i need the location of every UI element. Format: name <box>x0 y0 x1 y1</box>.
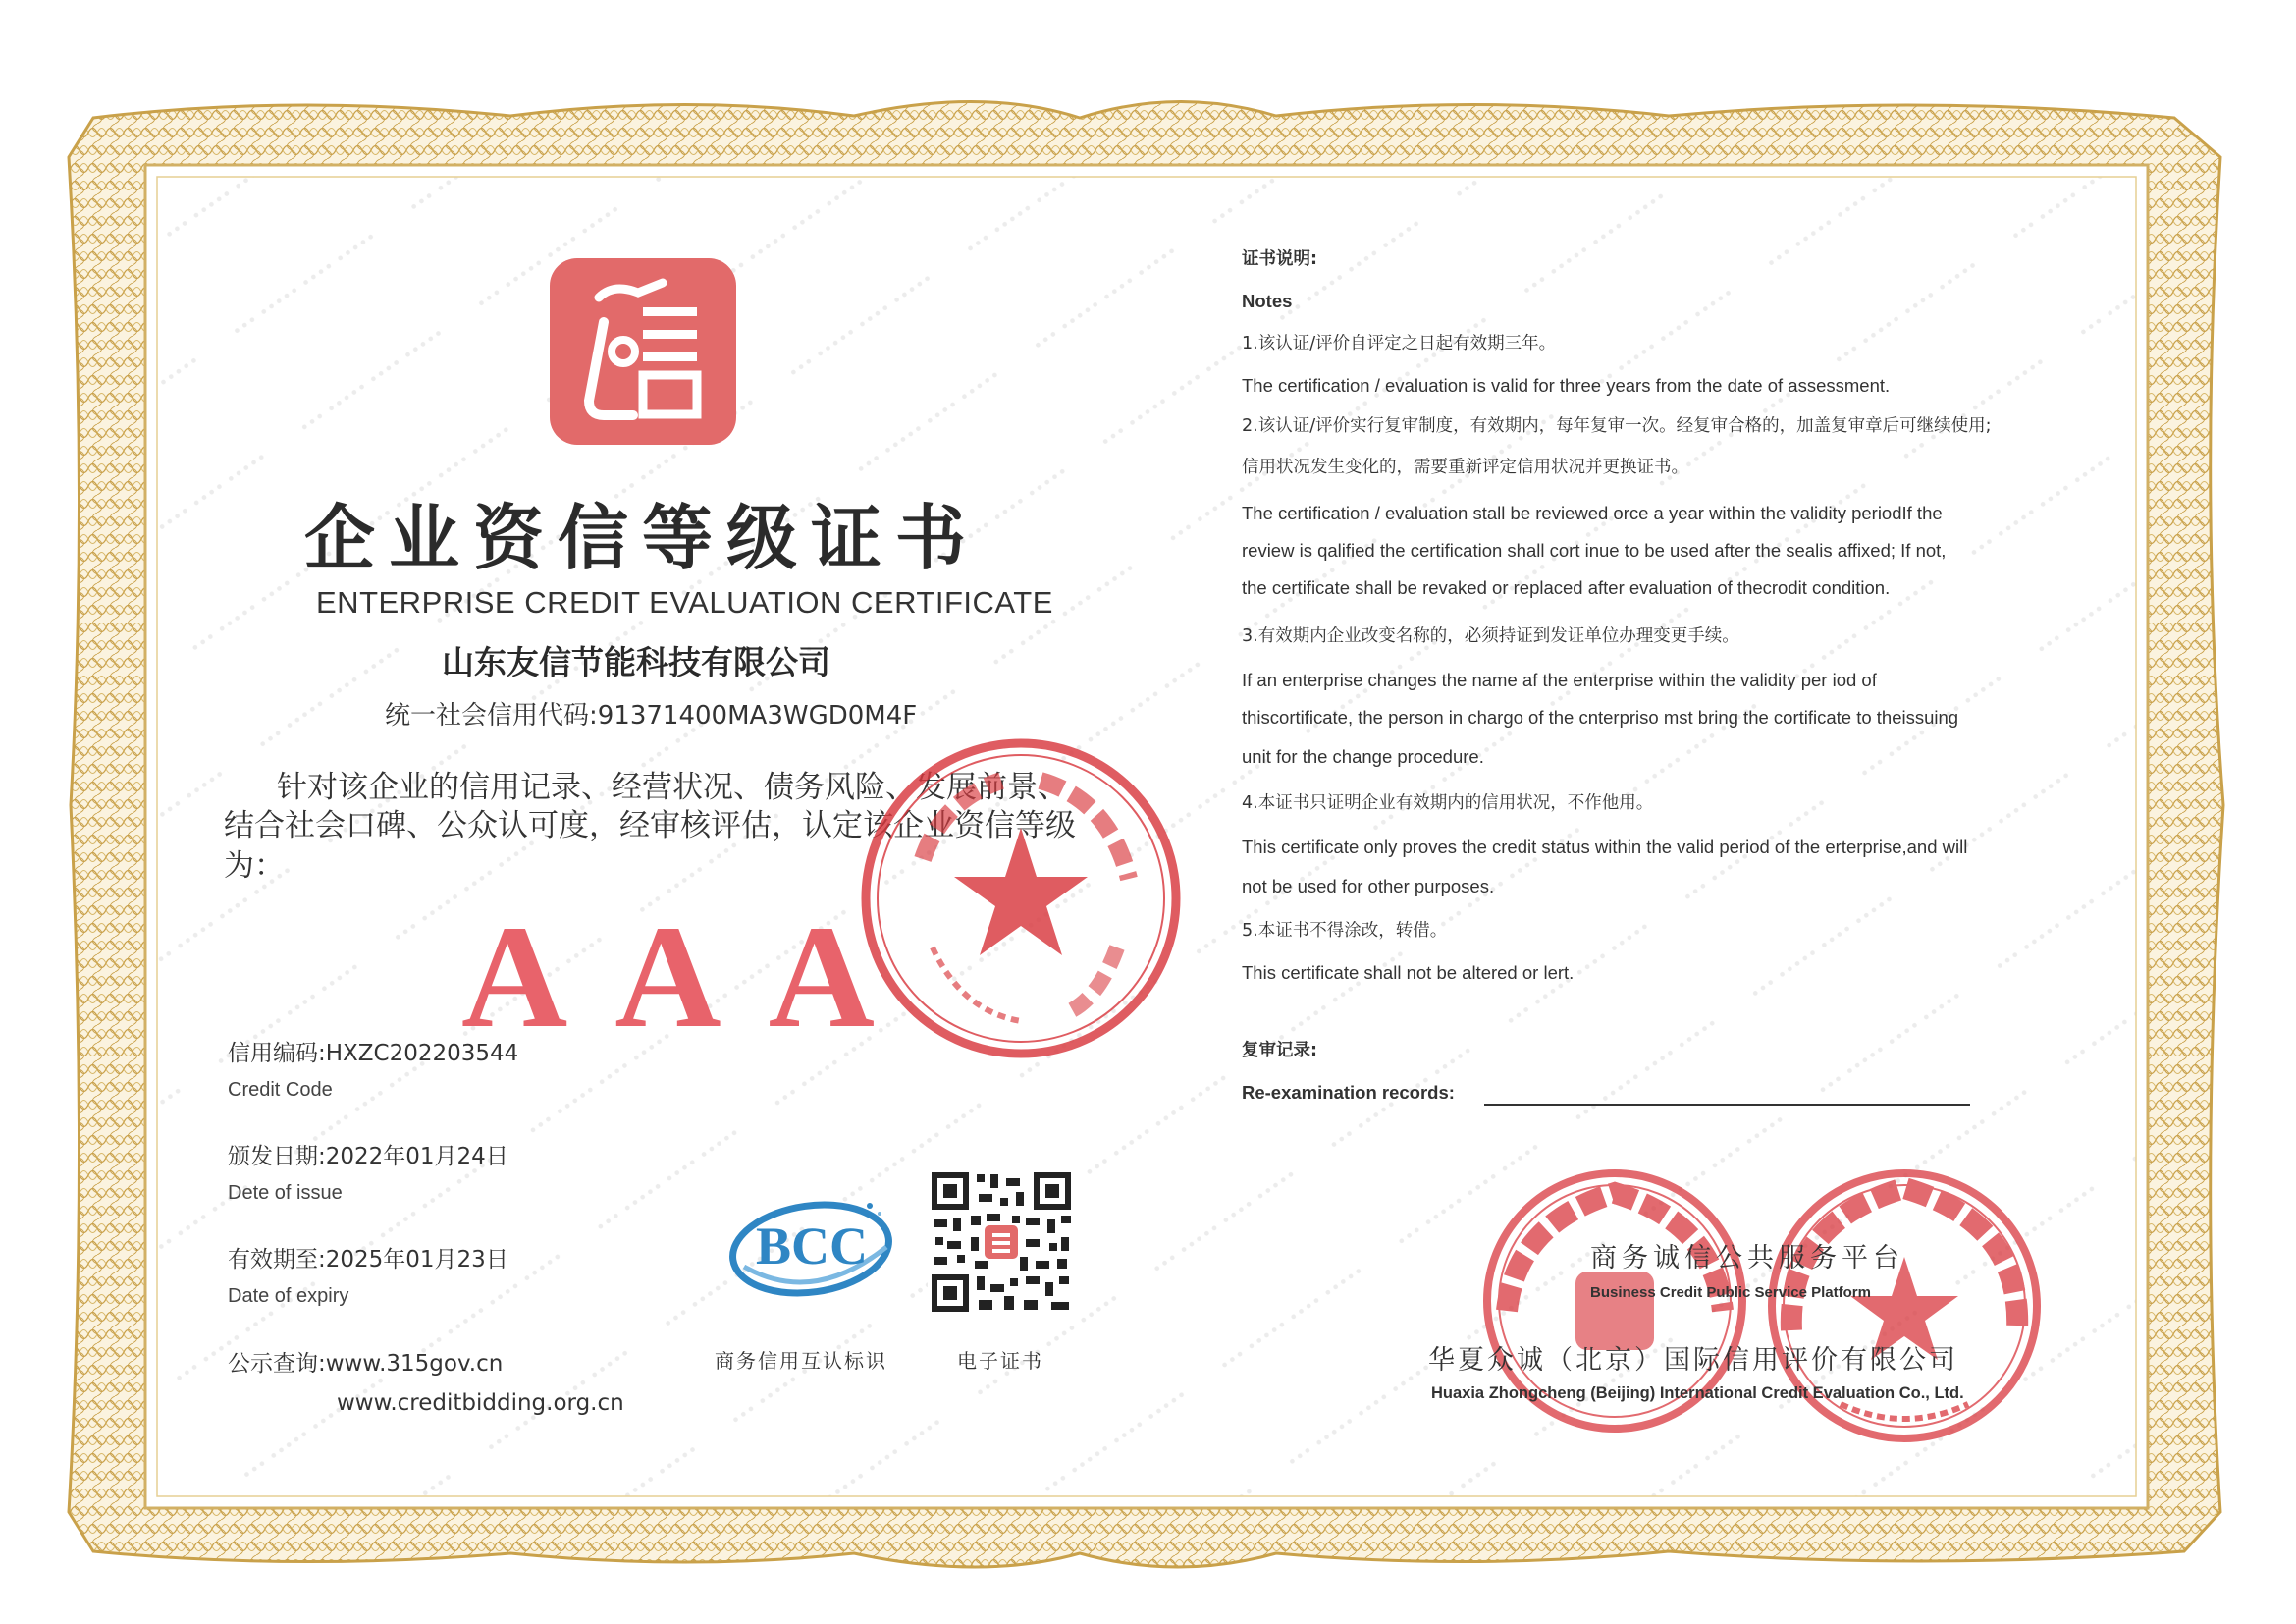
bcc-caption: 商务信用互认标识 <box>715 1349 887 1373</box>
company-name: 山东友信节能科技有限公司 <box>442 643 830 681</box>
note-2-cn-line-2: 信用状况发生变化的，需要重新评定信用状况并更换证书。 <box>1242 458 1688 477</box>
evaluation-text-line-2: 结合社会口碑、公众认可度，经审核评估，认定该企业资信等级 <box>224 808 1076 843</box>
notes-heading-en: Notes <box>1242 291 1293 311</box>
reexam-record-line <box>1484 1104 1970 1106</box>
bcc-text: BCC <box>756 1217 869 1275</box>
note-3-en-line-1: If an enterprise changes the name af the enterprise within the validity per iod of <box>1242 670 1877 690</box>
note-2-en-line-3: the certificate shall be revaked or replaced after evaluation of thecrodit condition. <box>1242 577 1891 598</box>
platform-name-en: Business Credit Public Service Platform <box>1590 1284 1871 1301</box>
reexam-heading-en: Re-examination records: <box>1242 1082 1455 1103</box>
issuer-name-en: Huaxia Zhongcheng (Beijing) International Credit Evaluation Co., Ltd. <box>1431 1384 1964 1402</box>
note-2-en-line-2: review is qalified the certification shall cort inue to be used after the sealis affixed; If not, <box>1242 540 1947 561</box>
note-4-cn: 4.本证书只证明企业有效期内的信用状况，不作他用。 <box>1242 793 1654 813</box>
note-4-en-line-2: not be used for other purposes. <box>1242 876 1495 896</box>
e-certificate-qr-code[interactable] <box>928 1168 1075 1316</box>
bcc-logo <box>724 1188 901 1306</box>
issuer-name-cn: 华夏众诚（北京）国际信用评价有限公司 <box>1428 1345 1958 1376</box>
credit-grade: AAA <box>461 895 922 1058</box>
certificate-title-en: ENTERPRISE CREDIT EVALUATION CERTIFICATE <box>316 585 1053 620</box>
reexam-heading-cn: 复审记录: <box>1242 1041 1317 1060</box>
notes-heading-cn: 证书说明: <box>1242 249 1317 269</box>
issuer-seal-icon <box>1762 1164 2047 1448</box>
company-seal-icon <box>854 731 1188 1065</box>
e-certificate-caption: 电子证书 <box>957 1349 1043 1373</box>
expiry-date: 有效期至:2025年01月23日 <box>228 1247 508 1272</box>
note-3-en-line-3: unit for the change procedure. <box>1242 746 1484 767</box>
note-3-en-line-2: thiscortificate, the person in chargo of the cnterpriso mst bring the cortificate to theissuing <box>1242 707 1959 728</box>
credit-number-en: Credit Code <box>228 1079 333 1101</box>
note-5-en: This certificate shall not be altered or lert. <box>1242 962 1575 983</box>
credit-number: 信用编码:HXZC202203544 <box>228 1041 519 1066</box>
certificate-title-cn: 企业资信等级证书 <box>304 496 981 579</box>
expiry-date-en: Date of expiry <box>228 1285 349 1307</box>
issue-date: 颁发日期:2022年01月24日 <box>228 1144 508 1169</box>
evaluation-text-line-1: 针对该企业的信用记录、经营状况、债务风险、发展前景、 <box>277 770 1068 805</box>
query-website-2: www.creditbidding.org.cn <box>337 1390 624 1416</box>
note-1-en: The certification / evaluation is valid for three years from the date of assessment. <box>1242 375 1891 396</box>
note-1-cn: 1.该认证/评价自评定之日起有效期三年。 <box>1242 334 1557 353</box>
note-3-cn: 3.有效期内企业改变名称的，必须持证到发证单位办理变更手续。 <box>1242 626 1739 646</box>
note-2-cn-line-1: 2.该认证/评价实行复审制度，有效期内，每年复审一次。经复审合格的，加盖复审章后可继续使用; <box>1242 416 1992 436</box>
note-4-en-line-1: This certificate only proves the credit status within the valid period of the erterprise,and will <box>1242 837 1968 857</box>
note-5-cn: 5.本证书不得涂改，转借。 <box>1242 921 1448 941</box>
query-website-1: 公示查询:www.315gov.cn <box>228 1351 504 1377</box>
unified-credit-code: 统一社会信用代码:91371400MA3WGD0M4F <box>385 701 918 731</box>
credit-logo-icon <box>545 253 741 450</box>
note-2-en-line-1: The certification / evaluation stall be reviewed orce a year within the validity periodIf the <box>1242 503 1943 523</box>
issue-date-en: Dete of issue <box>228 1182 343 1204</box>
evaluation-text-line-3: 为： <box>224 848 285 884</box>
platform-name-cn: 商务诚信公共服务平台 <box>1590 1243 1904 1273</box>
